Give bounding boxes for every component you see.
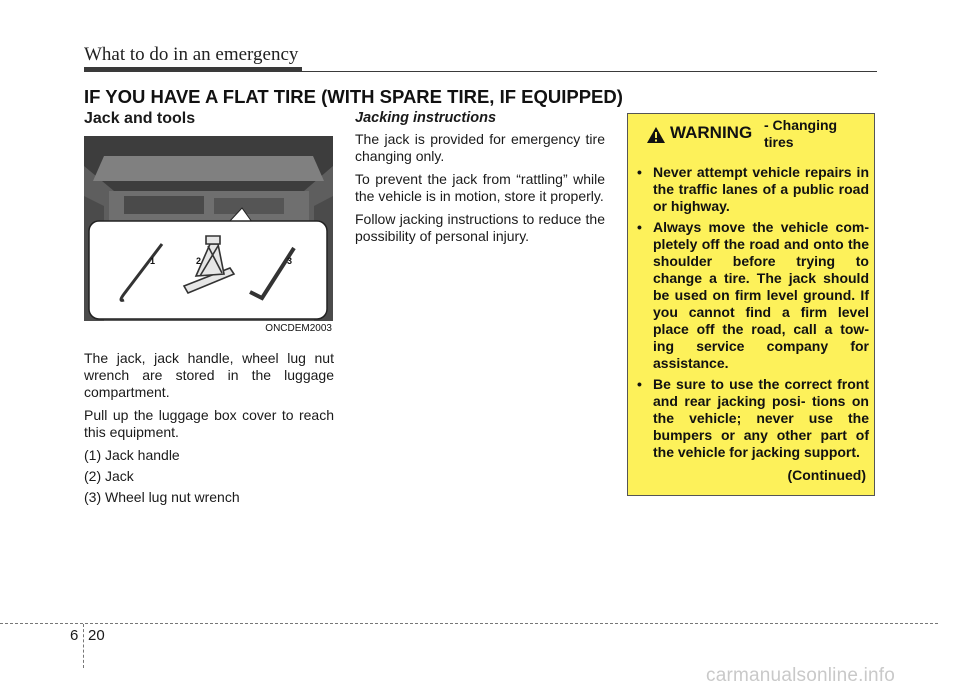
warning-box bbox=[627, 113, 875, 496]
warning-item-text: Be sure to use the correct front and rear jacking posi- tions on the vehicle; never use the bumpers or any other part of the vehicle for jacking support. bbox=[653, 376, 869, 460]
callout-1: 1 bbox=[150, 256, 156, 266]
callout-3: 3 bbox=[287, 256, 293, 266]
callout-2: 2 bbox=[196, 256, 202, 266]
cover-paragraph: Pull up the luggage box cover to reach this equipment. bbox=[84, 407, 334, 440]
warning-item bbox=[637, 376, 869, 461]
list-item: (2) Jack bbox=[84, 468, 134, 484]
jack-tools-figure bbox=[84, 136, 333, 336]
watermark: carmanualsonline.info bbox=[706, 665, 896, 686]
middle-column bbox=[355, 110, 605, 251]
left-column bbox=[84, 110, 334, 510]
bullet-icon: • bbox=[637, 219, 642, 235]
footer-rule bbox=[0, 623, 938, 624]
list-item: (3) Wheel lug nut wrench bbox=[84, 489, 240, 505]
warning-item bbox=[637, 219, 869, 372]
header-section-title: What to do in an emergency bbox=[84, 44, 299, 65]
warning-list bbox=[637, 164, 869, 465]
bullet-icon: • bbox=[637, 164, 642, 180]
instruction-paragraph: Follow jacking instructions to reduce the possibility of personal injury. bbox=[355, 211, 605, 244]
page-number: 20 bbox=[88, 627, 105, 644]
warning-label: WARNING bbox=[670, 123, 753, 142]
list-item: (1) Jack handle bbox=[84, 447, 180, 463]
instruction-paragraph: To prevent the jack from “rattling” while the vehicle is in motion, store it properly. bbox=[355, 171, 605, 204]
page-heading: IF YOU HAVE A FLAT TIRE (WITH SPARE TIRE, IF EQUIPPED) bbox=[84, 86, 623, 107]
warning-item-text: Never attempt vehicle repairs in the traffic lanes of a public road or highway. bbox=[653, 164, 869, 214]
luggage-compartment-illustration bbox=[84, 136, 333, 336]
instruction-paragraph: The jack is provided for emergency tire changing only. bbox=[355, 131, 605, 164]
warning-item bbox=[637, 164, 869, 215]
chapter-number: 6 bbox=[70, 627, 79, 644]
jacking-instructions-heading: Jacking instructions bbox=[355, 110, 497, 126]
header-rule bbox=[84, 71, 877, 72]
jack-and-tools-heading: Jack and tools bbox=[84, 110, 196, 127]
warning-triangle-icon bbox=[646, 126, 666, 144]
warning-item-text: Always move the vehicle com- pletely off the road and onto the shoulder before trying to change a tire. The jack should be used on firm level ground. If you cannot find a firm level place off the road, call a tow- ing service company for assistance. bbox=[653, 219, 869, 371]
figure-code: ONCDEM2003 bbox=[84, 321, 333, 336]
continued-label: (Continued) bbox=[787, 467, 866, 483]
storage-paragraph: The jack, jack handle, wheel lug nut wrench are stored in the luggage compartment. bbox=[84, 350, 334, 400]
footer-divider bbox=[83, 624, 84, 668]
bullet-icon: • bbox=[637, 376, 642, 392]
warning-subtitle: - Changing tires bbox=[764, 117, 838, 150]
